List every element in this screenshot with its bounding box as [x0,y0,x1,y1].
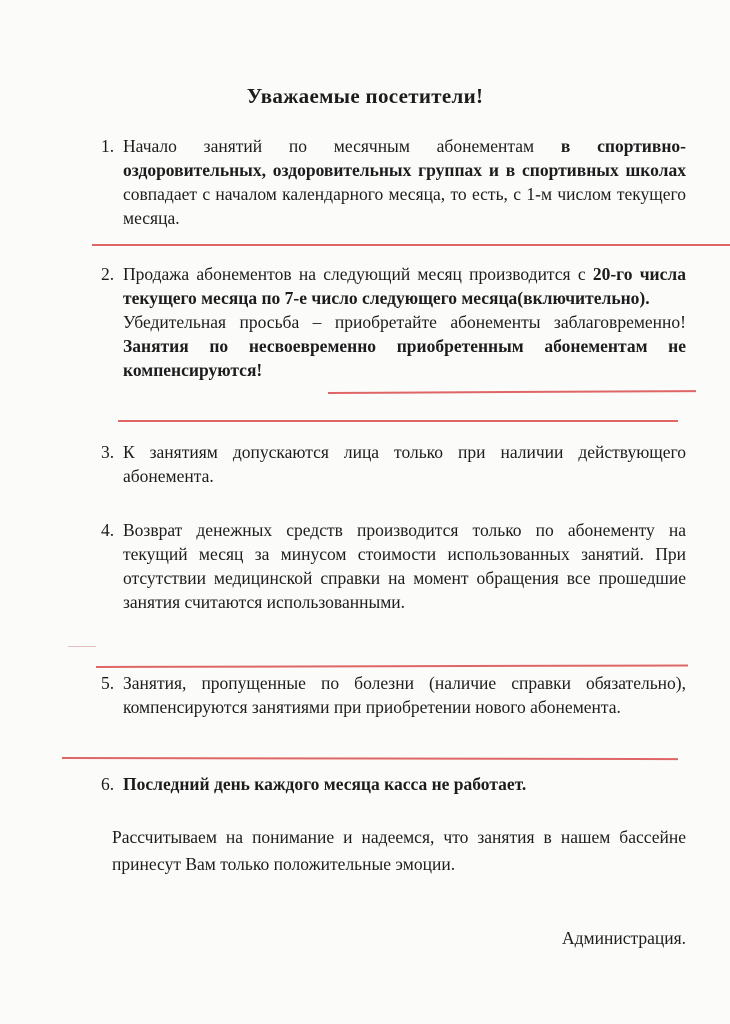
red-underline-2a [328,390,696,394]
sales-period-text: Продажа абонементов на следующий месяц производится с 20-го числа текущего месяца по 7-е число следующего месяца(включительно). [123,264,686,308]
item-text: К занятиям допускаются лица только при наличии действующего абонемента. [123,442,686,486]
item-text: Занятия, пропущенные по болезни (наличие справки обязательно), компенсируются занятиями при приобретении нового абонемента. [123,673,686,717]
item-text: Начало занятий по месячным абонементам в спортивно-оздоровительных, оздоровительных группах и в спортивных школах совпадает с началом календарного месяца, то есть, с 1-м числом текущего месяца. [123,136,686,228]
red-underline-4 [96,664,688,668]
item-number: 3. [101,442,115,462]
rule-item-2 [101,262,686,382]
signature: Администрация. [561,928,686,948]
item-number: 2. [101,264,115,284]
plea-text: Убедительная просьба – приобретайте абонементы заблаговременно! Занятия по несвоевременно приобретенным абонементам не компенсируются! [123,312,686,380]
rule-item-4 [101,518,686,614]
red-underline-5 [62,757,678,760]
rule-item-1 [101,134,686,230]
item-number: 4. [101,520,115,540]
closing-paragraph: Рассчитываем на понимание и надеемся, что занятия в нашем бассейне принесут Вам только положительные эмоции. [112,827,686,874]
notice-title: Уважаемые посетители! [246,84,484,108]
red-underline-1 [92,244,730,246]
pen-smudge [68,646,96,647]
rule-item-5 [101,671,686,719]
item-number: 1. [101,136,115,156]
item-text: Возврат денежных средств производится только по абонементу на текущий месяц за минусом стоимости использованных занятий. При отсутствии медицинской справки на момент обращения все прошедшие занятия считаются использованными. [123,520,686,612]
red-underline-2b [118,420,678,422]
rule-item-3 [101,440,686,488]
item-text: Последний день каждого месяца касса не работает. [123,774,527,794]
item-text [123,262,686,382]
rule-item-6 [101,772,686,796]
item-number: 5. [101,673,115,693]
item-number: 6. [101,774,115,794]
